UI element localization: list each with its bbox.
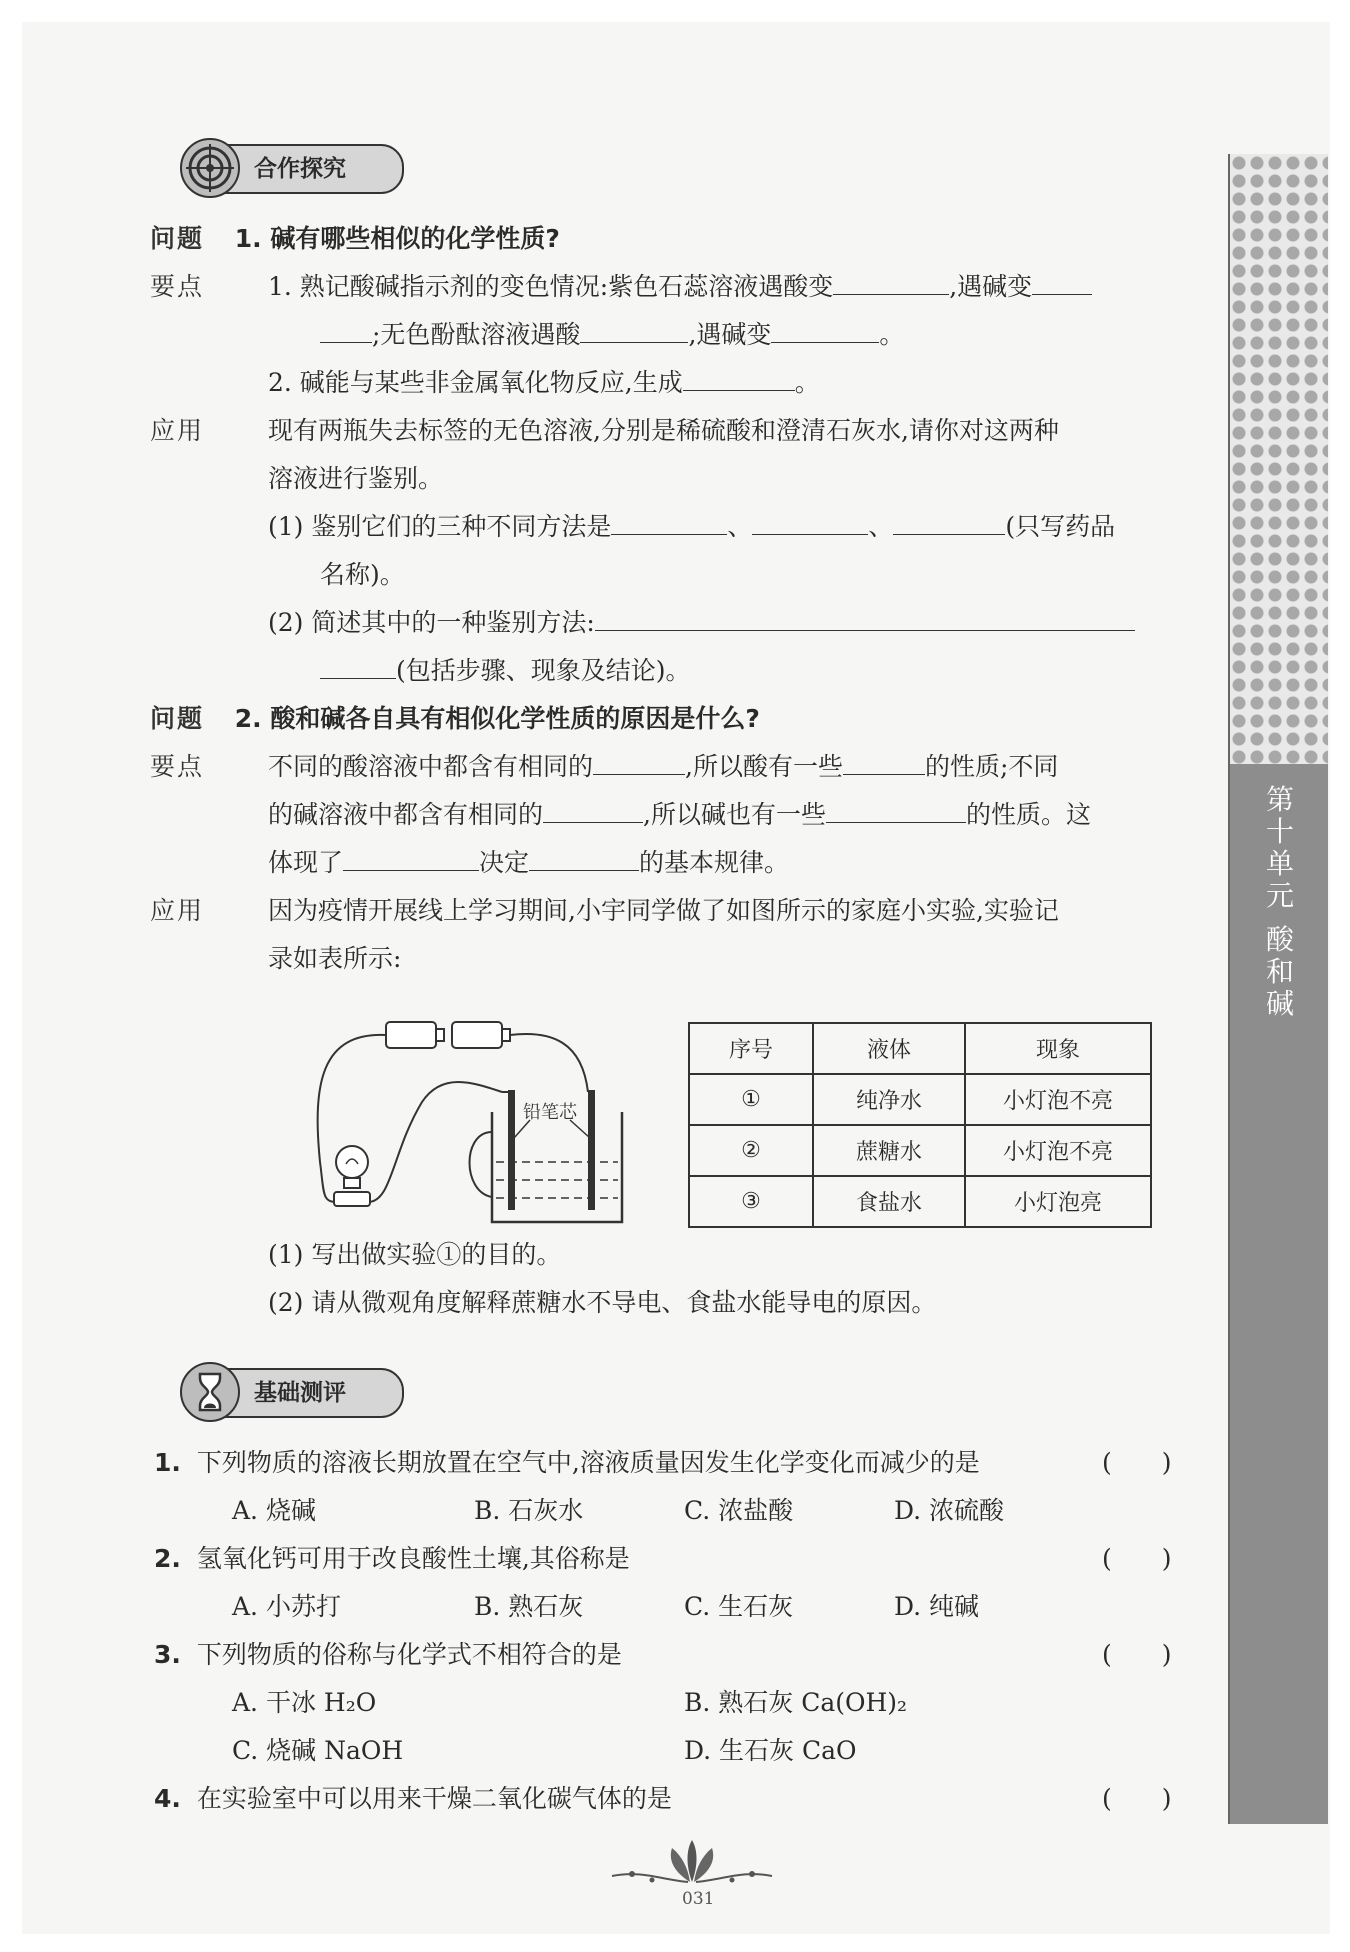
text: 的性质。这 bbox=[965, 800, 1091, 829]
option-a: A. 烧碱 bbox=[232, 1496, 316, 1525]
question-title: 1. 碱有哪些相似的化学性质? bbox=[234, 224, 560, 253]
table-header-row bbox=[689, 1023, 1151, 1074]
answer-blank[interactable] bbox=[543, 798, 643, 823]
table-header: 液体 bbox=[813, 1023, 965, 1074]
leaf-ornament-icon bbox=[602, 1836, 782, 1892]
unit-sidebar bbox=[1228, 154, 1328, 1824]
question-1 bbox=[150, 222, 560, 256]
test-question-4 bbox=[154, 1782, 672, 1816]
page-number: 031 bbox=[682, 1889, 715, 1909]
answer-paren[interactable]: ( ) bbox=[1102, 1640, 1172, 1669]
application-label: 应用 bbox=[150, 416, 205, 445]
text: 的性质;不同 bbox=[924, 752, 1059, 781]
key-2 bbox=[268, 366, 820, 400]
question-number: 2. bbox=[154, 1544, 181, 1573]
table-row bbox=[689, 1074, 1151, 1125]
key-label: 要点 bbox=[150, 272, 205, 301]
text: 1. 熟记酸碱指示剂的变色情况:紫色石蕊溶液遇酸变 bbox=[268, 272, 834, 301]
answer-blank[interactable] bbox=[826, 798, 966, 823]
key-label: 要点 bbox=[150, 752, 205, 781]
answer-blank[interactable] bbox=[529, 846, 639, 871]
table-header: 现象 bbox=[965, 1023, 1151, 1074]
badge-label: 合作探究 bbox=[254, 156, 346, 182]
option-b: B. 熟石灰 bbox=[474, 1592, 584, 1621]
option-c: C. 烧碱 NaOH bbox=[232, 1736, 404, 1765]
answer-blank[interactable] bbox=[843, 750, 925, 775]
table-cell: 小灯泡不亮 bbox=[965, 1125, 1151, 1176]
application-text-1: 现有两瓶失去标签的无色溶液,分别是稀硫酸和澄清石灰水,请你对这两种 bbox=[268, 416, 1059, 445]
table-header: 序号 bbox=[689, 1023, 813, 1074]
table-cell: 食盐水 bbox=[813, 1176, 965, 1227]
text: ,遇碱变 bbox=[949, 272, 1033, 301]
answer-blank[interactable] bbox=[752, 510, 868, 535]
text: 的基本规律。 bbox=[639, 848, 790, 877]
sub-question-2-cont bbox=[320, 654, 691, 688]
test-question-1 bbox=[154, 1446, 980, 1480]
experiment-table bbox=[688, 1022, 1152, 1228]
test-question-2 bbox=[154, 1542, 630, 1576]
key-line-3 bbox=[268, 846, 789, 880]
option-d: D. 纯碱 bbox=[894, 1592, 980, 1621]
key-1-line-2 bbox=[320, 318, 904, 352]
section-badge-assessment bbox=[182, 1368, 404, 1418]
text: ,所以碱也有一些 bbox=[643, 800, 826, 829]
sidebar-unit: 第十单元 bbox=[1265, 783, 1294, 912]
application-text-2: 录如表所示: bbox=[268, 944, 402, 973]
question-text: 在实验室中可以用来干燥二氧化碳气体的是 bbox=[196, 1784, 672, 1813]
option-a: A. 干冰 H₂O bbox=[232, 1688, 377, 1717]
table-row bbox=[689, 1176, 1151, 1227]
table-cell: 小灯泡不亮 bbox=[965, 1074, 1151, 1125]
text: 、 bbox=[727, 512, 753, 541]
key-line-1 bbox=[268, 750, 1058, 784]
table-row bbox=[689, 1125, 1151, 1176]
answer-blank[interactable] bbox=[580, 318, 688, 343]
figure-label: 铅笔芯 bbox=[523, 1102, 577, 1123]
page bbox=[22, 22, 1330, 1934]
circuit-diagram bbox=[312, 1002, 652, 1232]
hourglass-icon bbox=[180, 1362, 240, 1422]
answer-blank[interactable] bbox=[771, 318, 879, 343]
text: 、 bbox=[868, 512, 894, 541]
table-cell: 蔗糖水 bbox=[813, 1125, 965, 1176]
option-c: C. 浓盐酸 bbox=[684, 1496, 794, 1525]
answer-blank[interactable] bbox=[320, 318, 372, 343]
target-icon bbox=[180, 138, 240, 198]
table-cell: 小灯泡亮 bbox=[965, 1176, 1151, 1227]
option-b: B. 石灰水 bbox=[474, 1496, 584, 1525]
option-d: D. 浓硫酸 bbox=[894, 1496, 1005, 1525]
sub-question-1-cont: 名称)。 bbox=[320, 560, 405, 589]
answer-blank[interactable] bbox=[595, 606, 1135, 631]
table-cell: ③ bbox=[689, 1176, 813, 1227]
text: ;无色酚酞溶液遇酸 bbox=[372, 320, 581, 349]
question-number: 4. bbox=[154, 1784, 181, 1813]
question-text: 下列物质的俗称与化学式不相符合的是 bbox=[196, 1640, 622, 1669]
answer-blank[interactable] bbox=[683, 366, 795, 391]
sub-question-1: (1) 写出做实验①的目的。 bbox=[268, 1240, 562, 1269]
answer-paren[interactable]: ( ) bbox=[1102, 1544, 1172, 1573]
text: (只写药品 bbox=[1005, 512, 1116, 541]
table-cell: ① bbox=[689, 1074, 813, 1125]
option-c: C. 生石灰 bbox=[684, 1592, 794, 1621]
option-d: D. 生石灰 CaO bbox=[684, 1736, 857, 1765]
question-label: 问题 bbox=[150, 224, 205, 253]
answer-blank[interactable] bbox=[833, 270, 949, 295]
sub-question-1 bbox=[268, 510, 1115, 544]
text: (包括步骤、现象及结论)。 bbox=[396, 656, 691, 685]
text: 。 bbox=[879, 320, 905, 349]
sub-question-2: (2) 请从微观角度解释蔗糖水不导电、食盐水能导电的原因。 bbox=[268, 1288, 937, 1317]
sub-question-2 bbox=[268, 606, 1135, 640]
text: ,所以酸有一些 bbox=[685, 752, 843, 781]
question-number: 1. bbox=[154, 1448, 181, 1477]
section-badge-cooperation bbox=[182, 144, 404, 194]
answer-blank[interactable] bbox=[320, 654, 396, 679]
text: 2. 碱能与某些非金属氧化物反应,生成 bbox=[268, 368, 683, 397]
application-label: 应用 bbox=[150, 896, 205, 925]
question-label: 问题 bbox=[150, 704, 205, 733]
answer-blank[interactable] bbox=[893, 510, 1005, 535]
answer-blank[interactable] bbox=[611, 510, 727, 535]
question-title: 2. 酸和碱各自具有相似化学性质的原因是什么? bbox=[234, 704, 760, 733]
sidebar-topic: 酸和碱 bbox=[1265, 923, 1294, 1020]
application-text-1: 因为疫情开展线上学习期间,小宇同学做了如图所示的家庭小实验,实验记 bbox=[268, 896, 1059, 925]
table-cell: 纯净水 bbox=[813, 1074, 965, 1125]
key-1-line-1 bbox=[268, 270, 1092, 304]
option-a: A. 小苏打 bbox=[232, 1592, 341, 1621]
answer-paren[interactable]: ( ) bbox=[1102, 1784, 1172, 1813]
text: ,遇碱变 bbox=[688, 320, 772, 349]
answer-blank[interactable] bbox=[593, 750, 685, 775]
sidebar-pattern bbox=[1230, 154, 1328, 764]
text: (2) 简述其中的一种鉴别方法: bbox=[268, 608, 595, 637]
text: 体现了 bbox=[268, 848, 344, 877]
question-text: 氢氧化钙可用于改良酸性土壤,其俗称是 bbox=[196, 1544, 630, 1573]
text: (1) 鉴别它们的三种不同方法是 bbox=[268, 512, 612, 541]
key-line-2 bbox=[268, 798, 1091, 832]
text: 。 bbox=[794, 368, 820, 397]
option-b: B. 熟石灰 Ca(OH)₂ bbox=[684, 1688, 908, 1717]
circuit-figure bbox=[312, 1002, 652, 1232]
badge-label: 基础测评 bbox=[254, 1380, 346, 1406]
text: 的碱溶液中都含有相同的 bbox=[268, 800, 544, 829]
text: 不同的酸溶液中都含有相同的 bbox=[268, 752, 594, 781]
application-text-2: 溶液进行鉴别。 bbox=[268, 464, 444, 493]
text: 决定 bbox=[479, 848, 530, 877]
answer-blank[interactable] bbox=[343, 846, 479, 871]
question-number: 3. bbox=[154, 1640, 181, 1669]
answer-blank[interactable] bbox=[1032, 270, 1092, 295]
test-question-3 bbox=[154, 1638, 622, 1672]
question-text: 下列物质的溶液长期放置在空气中,溶液质量因发生化学变化而减少的是 bbox=[196, 1448, 980, 1477]
table-cell: ② bbox=[689, 1125, 813, 1176]
question-2 bbox=[150, 702, 760, 736]
answer-paren[interactable]: ( ) bbox=[1102, 1448, 1172, 1477]
